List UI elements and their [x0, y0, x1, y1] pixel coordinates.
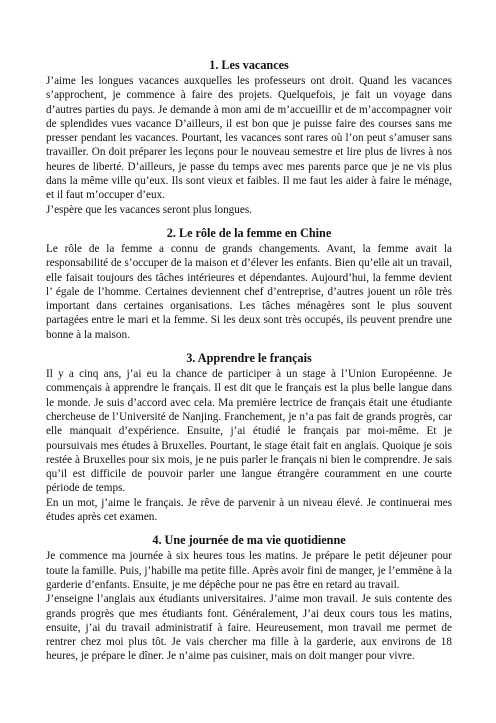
section-title: 1. Les vacances	[209, 58, 289, 72]
section-journee	[46, 533, 452, 663]
section-role-femme	[46, 226, 452, 342]
section-title: 2. Le rôle de la femme en Chine	[166, 225, 332, 240]
section-apprendre-francais	[46, 351, 452, 524]
paragraph: J’enseigne l’anglais aux étudiants universitaires. J’aime mon travail. Je suis contente des grands progrès que mes étudiants font. Généralement, J’ai deux cours tous les matins, ensuite, j’ai du travail administratif à faire. Heureusement, mon travail me permet de rentrer chez moi plus tôt. Je vais chercher ma fille à la garderie, aux environs de 18 heures, je prépare le dîner. Je n’aime pas cuisiner, mais on doit manger pour vivre.	[46, 593, 452, 663]
section-title: 3. Apprendre le français	[186, 351, 312, 366]
paragraph: Je commence ma journée à six heures tous les matins. Je prépare le petit déjeuner pour toute la famille. Puis, j’habille ma petite fille. Après avoir fini de manger, je l’emmène à la garderie d’enfants. Ensuite, je me dépêche pour ne pas être en retard au travail.	[46, 550, 452, 591]
paragraph: Il y a cinq ans, j’ai eu la chance de participer à un stage à l’Union Européenne. Je commençais à apprendre le français. Il est dit que le français est la plus belle langue dans le monde. Je suis d’accord avec cela. Ma première lectrice de français était une étudiante chercheuse de l’Université de Nanjing. Franchement, je n’a pas fait de grands progrès, car elle manquait d’expérience. Ensuite, j’ai étudié le français par moi-même. Et je poursuivais mes études à Bruxelles. Pourtant, le stage était fait en anglais. Quoique je sois restée à Bruxelles pour six mois, je ne puis parler le français ni bien le comprendre. Je sais qu’il est difficile de pouvoir parler une langue étrangère couramment en une courte période de temps.	[46, 368, 452, 495]
paragraph: En un mot, j’aime le français. Je rêve de parvenir à un niveau élevé. Je continuerai mes études après cet examen.	[46, 496, 452, 524]
paragraph: J’aime les longues vacances auxquelles les professeurs ont droit. Quand les vacances s’approchent, je commence à faire des projets. Quelquefois, je fait un voyage dans d’autres parties du pays. Je demande à mon ami de m’accueillir et de m’accompagner voir de splendides vues vacance D’ailleurs, il est bon que je puisse faire des courses sans me presser pendant les vacances. Pourtant, les vacances sont rares où l’on peut s’amuser sans travailler. On doit préparer les leçons pour le nouveau semestre et lire plus de livres à nos heures de liberté. D’ailleurs, je passe du temps avec mes parents parce que je ne vis plus dans la même ville qu’eux. Ils sont vieux et faibles. Il me faut les aider à faire le ménage, et il faut m’occuper d’eux.	[46, 75, 452, 202]
paragraph: Le rôle de la femme a connu de grands changements. Avant, la femme avait la responsabilité de s’occuper de la maison et d’élever les enfants. Bien qu’elle ait un travail, elle faisait toujours des tâches intérieures et dépendantes. Aujourd’hui, la femme devient l’ égale de l’homme. Certaines deviennent chef d’entreprise, d’autres jouent un rôle très important dans certaines organisations. Les tâches ménagères sont le plus souvent partagées entre le mari et la femme. Si les deux sont très occupés, ils peuvent prendre une bonne à la maison.	[46, 242, 452, 341]
section-title: 4. Une journée de ma vie quotidienne	[152, 533, 346, 548]
section-vacances	[46, 58, 452, 217]
paragraph: J’espère que les vacances seront plus longues.	[46, 203, 252, 216]
